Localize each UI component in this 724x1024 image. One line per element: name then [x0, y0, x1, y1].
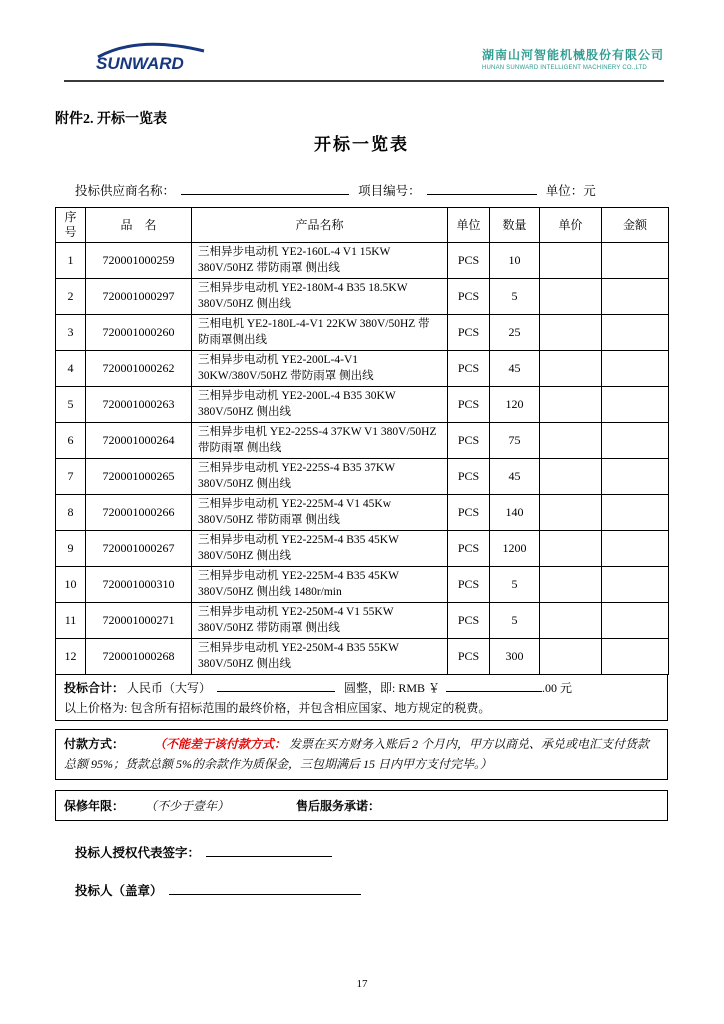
header-unit: 单位: [448, 208, 490, 243]
header-item-code: 品 名: [86, 208, 192, 243]
table-row: [56, 531, 669, 567]
logo-wordmark: SUNWARD: [96, 54, 184, 73]
bidder-seal-blank: [169, 882, 361, 895]
bid-total-line: [64, 679, 659, 696]
cell-unit-price: [540, 279, 602, 315]
cell-no: 12: [56, 639, 86, 675]
cell-unit: PCS: [448, 531, 490, 567]
currency-words-label: 人民币（大写）: [127, 681, 212, 696]
cell-unit: PCS: [448, 639, 490, 675]
header-no: 序号: [56, 208, 86, 243]
cell-unit: PCS: [448, 603, 490, 639]
cell-product-name: 三相异步电动机 YE2-200L-4-V1 30KW/380V/50HZ 带防雨罩 侧出线: [192, 351, 448, 387]
table-row: [56, 315, 669, 351]
cell-product-name: 三相异步电动机 YE2-225M-4 B35 45KW 380V/50HZ 侧出线 1480r/min: [192, 567, 448, 603]
authorized-rep-line: [75, 843, 668, 861]
table-row: [56, 243, 669, 279]
table-row: [56, 603, 669, 639]
cell-item-code: 720001000260: [86, 315, 192, 351]
cell-quantity: 25: [490, 315, 540, 351]
cell-unit: PCS: [448, 495, 490, 531]
company-name-en: HUNAN SUNWARD INTELLIGENT MACHINERY CO.,LTD: [481, 64, 647, 71]
cell-quantity: 140: [490, 495, 540, 531]
cell-item-code: 720001000268: [86, 639, 192, 675]
cell-amount: [602, 315, 669, 351]
total-label: 投标合计：: [64, 681, 125, 696]
cell-unit: PCS: [448, 315, 490, 351]
payment-label: 付款方式：: [64, 737, 125, 752]
company-name-cn: 湖南山河智能机械股份有限公司: [481, 47, 664, 62]
cell-unit-price: [540, 495, 602, 531]
cell-item-code: 720001000310: [86, 567, 192, 603]
cell-unit: PCS: [448, 387, 490, 423]
bid-total-section: [55, 674, 668, 721]
sunward-logo: [94, 42, 210, 74]
cell-quantity: 300: [490, 639, 540, 675]
bid-items-table: [55, 207, 669, 675]
page-number: 17: [356, 978, 368, 990]
cell-product-name: 三相异步电动机 YE2-200L-4 B35 30KW 380V/50HZ 侧出线: [192, 387, 448, 423]
supplier-name-blank: [181, 182, 349, 195]
payment-terms-section: [55, 729, 668, 779]
payment-terms-text: 发票在买方财务入账后 2 个月内，甲方以商兑、承兑或电汇支付货款总额 95%；货款总额 5%的余款作为质保金，三包期满后 15 日内甲方支付完毕。）: [64, 737, 650, 771]
bidder-seal-label: 投标人（盖章）: [75, 883, 163, 898]
cell-no: 4: [56, 351, 86, 387]
cell-product-name: 三相异步电动机 YE2-225M-4 V1 45Kw 380V/50HZ 带防雨罩 侧出线: [192, 495, 448, 531]
warranty-section: [55, 790, 668, 821]
cell-item-code: 720001000267: [86, 531, 192, 567]
cell-quantity: 5: [490, 279, 540, 315]
header-unit-price: 单价: [540, 208, 602, 243]
cell-no: 6: [56, 423, 86, 459]
project-number-blank: [427, 182, 537, 195]
cell-item-code: 720001000259: [86, 243, 192, 279]
cell-item-code: 720001000265: [86, 459, 192, 495]
warranty-label: 保修年限：: [64, 798, 125, 813]
sunward-logo-graphic: [94, 42, 210, 74]
unit-label: 单位：元: [545, 184, 596, 198]
cell-no: 9: [56, 531, 86, 567]
cell-amount: [602, 351, 669, 387]
company-name-block: [482, 46, 664, 71]
table-row: [56, 387, 669, 423]
amount-figures-blank: [446, 679, 542, 692]
cell-no: 10: [56, 567, 86, 603]
project-number-label: 项目编号：: [358, 184, 421, 198]
cell-amount: [602, 495, 669, 531]
page-header: [94, 42, 664, 74]
cell-product-name: 三相异步电动机 YE2-250M-4 V1 55KW 380V/50HZ 带防雨罩 侧出线: [192, 603, 448, 639]
cell-unit-price: [540, 603, 602, 639]
cell-unit: PCS: [448, 351, 490, 387]
cell-item-code: 720001000263: [86, 387, 192, 423]
header-divider: [64, 80, 664, 82]
header-product-name: 产品名称: [192, 208, 448, 243]
cell-quantity: 45: [490, 459, 540, 495]
cell-amount: [602, 567, 669, 603]
cell-product-name: 三相异步电动机 YE2-180M-4 B35 18.5KW 380V/50HZ 侧出线: [192, 279, 448, 315]
cell-product-name: 三相异步电动机 YE2-160L-4 V1 15KW 380V/50HZ 带防雨罩 侧出线: [192, 243, 448, 279]
table-row: [56, 495, 669, 531]
cell-item-code: 720001000262: [86, 351, 192, 387]
cell-amount: [602, 639, 669, 675]
table-row: [56, 567, 669, 603]
cell-no: 5: [56, 387, 86, 423]
table-row: [56, 423, 669, 459]
cell-product-name: 三相电机 YE2-180L-4-V1 22KW 380V/50HZ 带防雨罩侧出线: [192, 315, 448, 351]
payment-constraint: （不能差于该付款方式：: [154, 737, 287, 752]
cell-product-name: 三相异步电机 YE2-225S-4 37KW V1 380V/50HZ 带防雨罩 侧出线: [192, 423, 448, 459]
signature-area: [55, 843, 668, 899]
cell-unit-price: [540, 567, 602, 603]
attachment-title: 附件2. 开标一览表: [55, 112, 167, 127]
cell-unit-price: [540, 459, 602, 495]
cell-unit: PCS: [448, 423, 490, 459]
cell-unit-price: [540, 315, 602, 351]
cell-quantity: 75: [490, 423, 540, 459]
cell-amount: [602, 279, 669, 315]
cell-quantity: 5: [490, 567, 540, 603]
cell-item-code: 720001000266: [86, 495, 192, 531]
after-sales-label: 售后服务承诺：: [296, 798, 381, 813]
price-scope-note: 以上价格为: 包含所有招标范围的最终价格，并包含相应国家、地方规定的税费。: [64, 701, 491, 716]
cell-item-code: 720001000264: [86, 423, 192, 459]
cell-item-code: 720001000297: [86, 279, 192, 315]
cell-amount: [602, 531, 669, 567]
supplier-name-label: 投标供应商名称：: [75, 184, 176, 198]
cell-no: 7: [56, 459, 86, 495]
cell-amount: [602, 387, 669, 423]
authorized-rep-label: 投标人授权代表签字：: [75, 845, 201, 860]
cell-quantity: 10: [490, 243, 540, 279]
cell-unit-price: [540, 423, 602, 459]
cell-unit: PCS: [448, 459, 490, 495]
cell-amount: [602, 603, 669, 639]
warranty-value: （不少于壹年）: [145, 798, 230, 813]
header-quantity: 数量: [490, 208, 540, 243]
authorized-rep-blank: [206, 844, 332, 857]
cell-unit: PCS: [448, 279, 490, 315]
cell-no: 11: [56, 603, 86, 639]
cell-amount: [602, 423, 669, 459]
header-amount: 金额: [602, 208, 669, 243]
cell-no: 8: [56, 495, 86, 531]
cell-no: 3: [56, 315, 86, 351]
table-row: [56, 639, 669, 675]
cell-amount: [602, 459, 669, 495]
cell-quantity: 5: [490, 603, 540, 639]
cell-no: 1: [56, 243, 86, 279]
table-row: [56, 459, 669, 495]
bid-info-line: [55, 181, 668, 199]
table-row: [56, 279, 669, 315]
table-header-row: [56, 208, 669, 243]
cell-unit-price: [540, 387, 602, 423]
cell-unit: PCS: [448, 243, 490, 279]
cell-unit: PCS: [448, 567, 490, 603]
amount-suffix: .00 元: [542, 681, 573, 696]
rmb-label: 圆整，即: RMB ￥: [344, 681, 441, 696]
cell-product-name: 三相异步电动机 YE2-225M-4 B35 45KW 380V/50HZ 侧出线: [192, 531, 448, 567]
cell-unit-price: [540, 243, 602, 279]
cell-unit-price: [540, 351, 602, 387]
cell-item-code: 720001000271: [86, 603, 192, 639]
cell-product-name: 三相异步电动机 YE2-250M-4 B35 55KW 380V/50HZ 侧出线: [192, 639, 448, 675]
cell-unit-price: [540, 531, 602, 567]
page-title: 开标一览表: [314, 135, 409, 154]
cell-no: 2: [56, 279, 86, 315]
amount-words-blank: [217, 679, 335, 692]
document-body: [55, 102, 668, 899]
table-row: [56, 351, 669, 387]
cell-product-name: 三相异步电动机 YE2-225S-4 B35 37KW 380V/50HZ 侧出线: [192, 459, 448, 495]
bidder-seal-line: [75, 881, 668, 899]
cell-quantity: 120: [490, 387, 540, 423]
cell-quantity: 45: [490, 351, 540, 387]
cell-amount: [602, 243, 669, 279]
cell-unit-price: [540, 639, 602, 675]
cell-quantity: 1200: [490, 531, 540, 567]
